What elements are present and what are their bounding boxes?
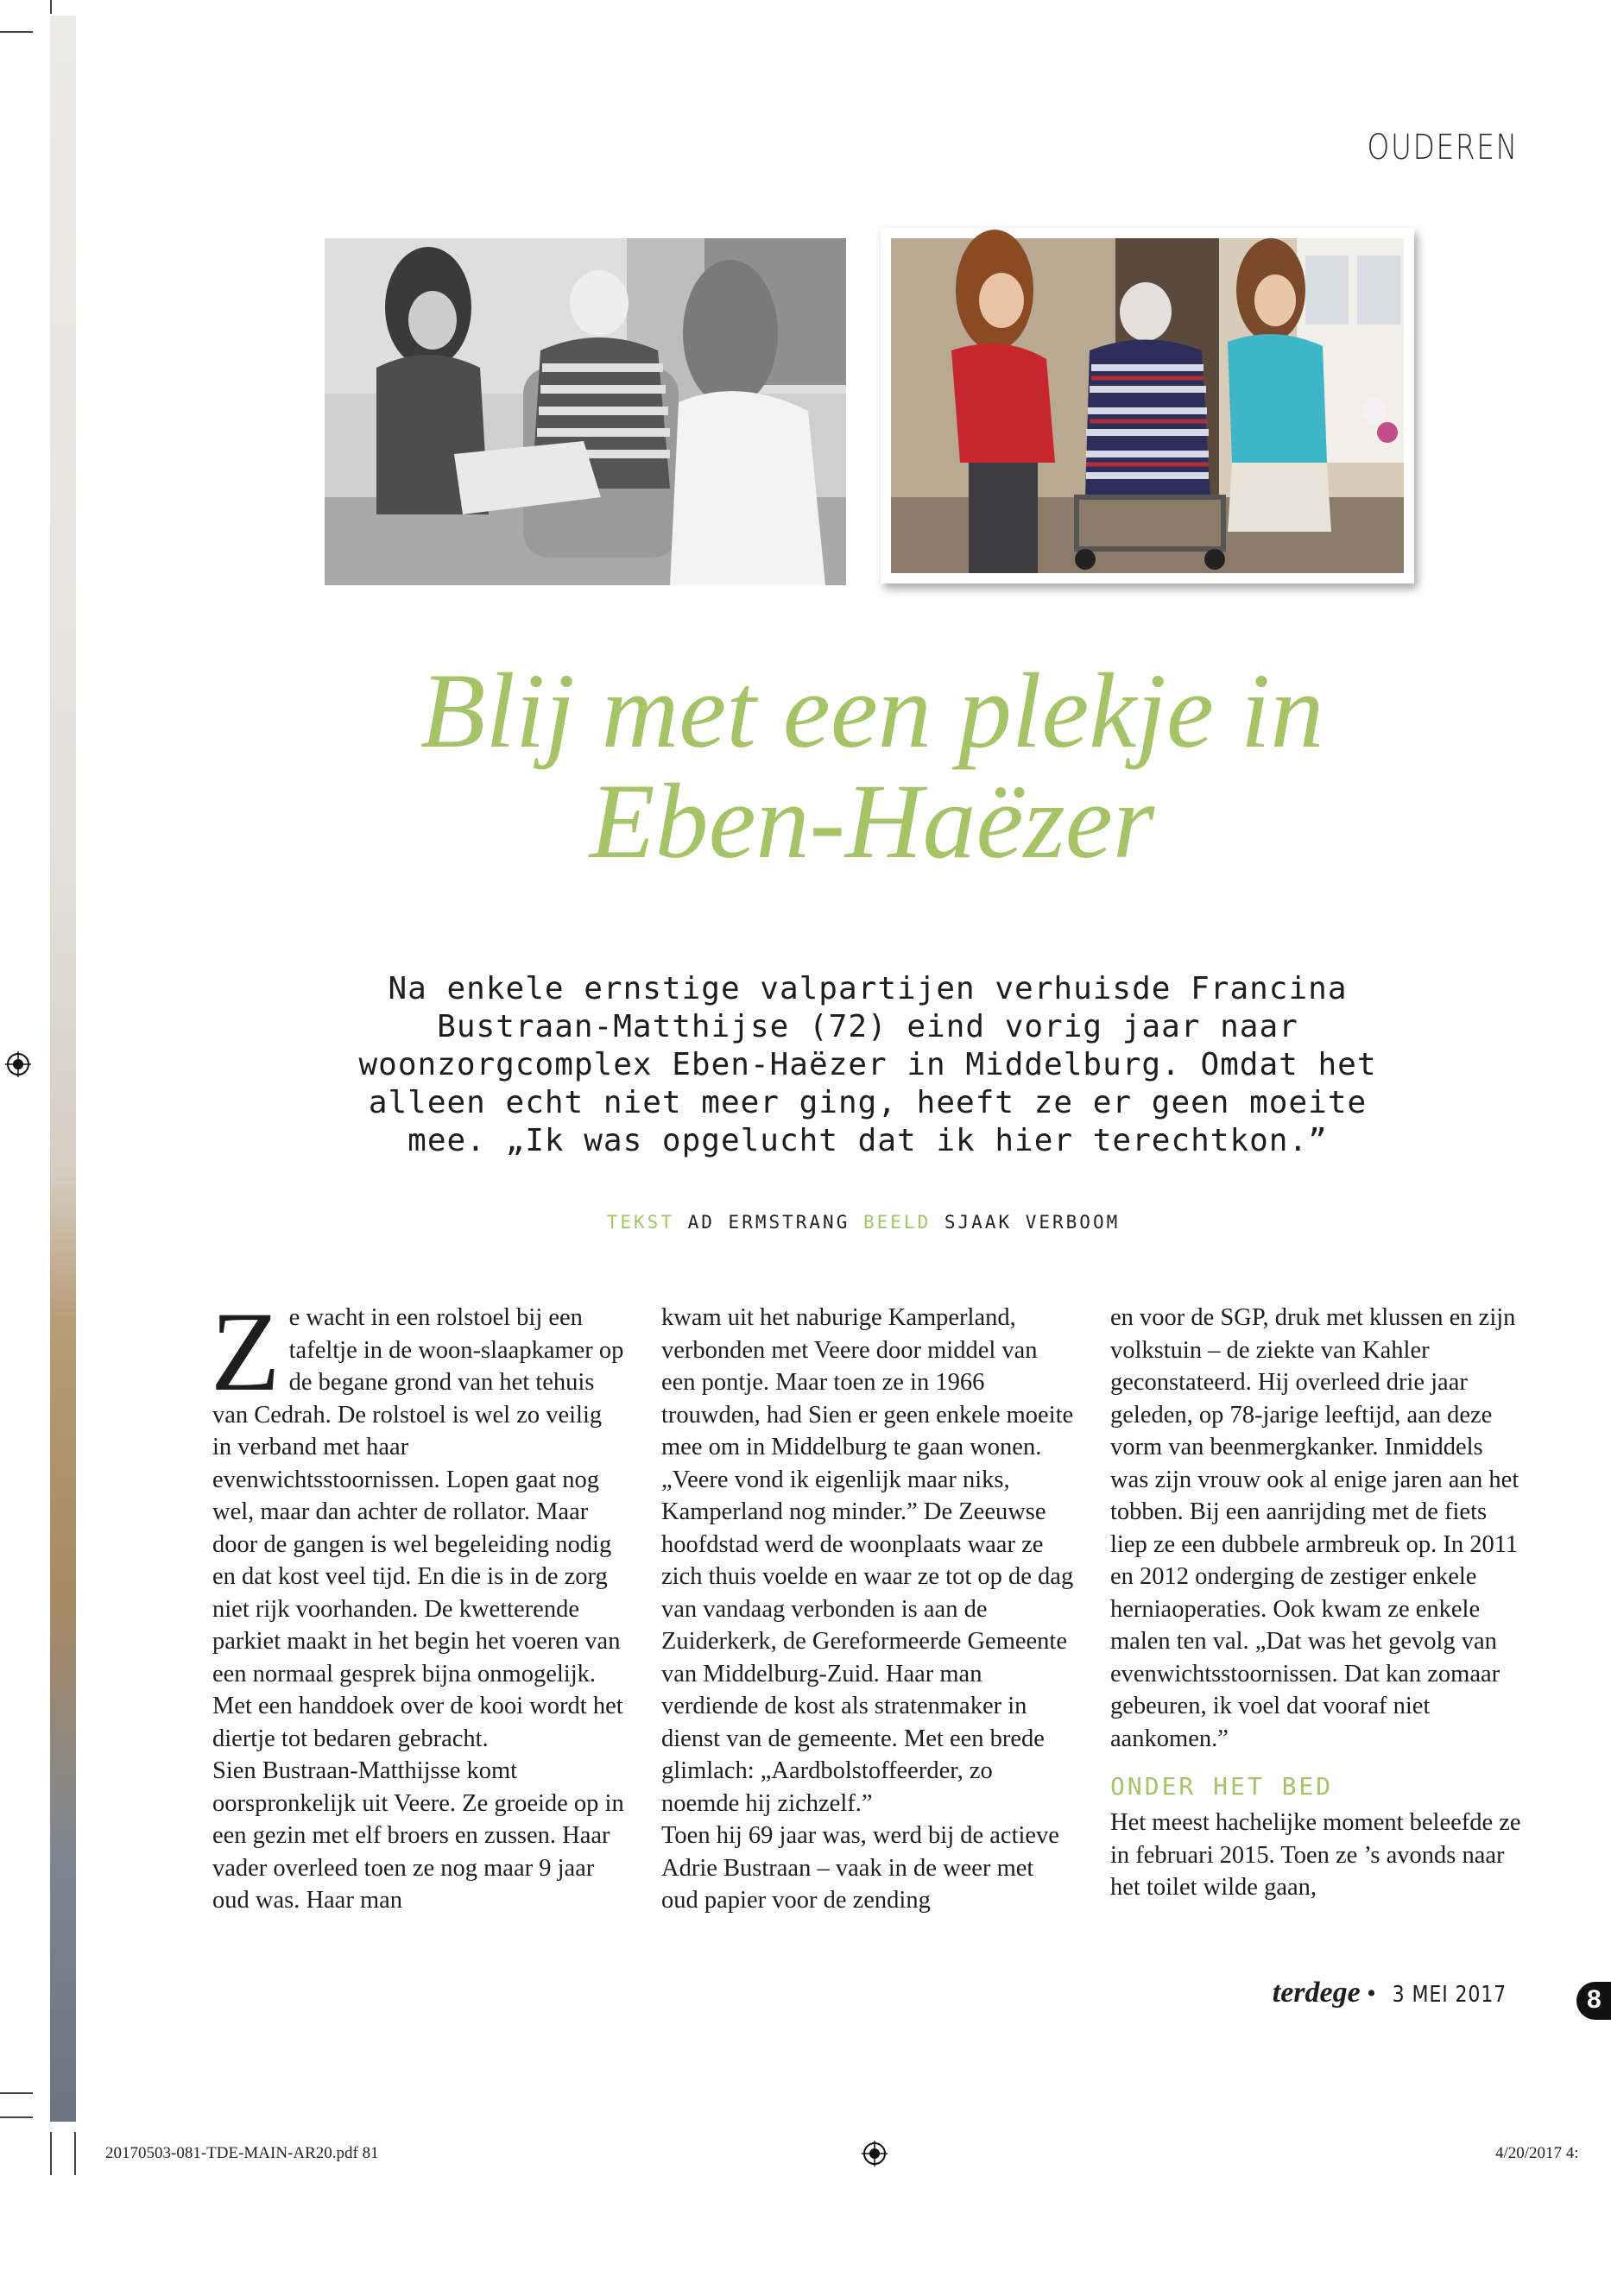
- body-column-2: [661, 1302, 1076, 1917]
- left-margin-strip: [50, 16, 76, 2122]
- article-credits: [345, 1212, 1381, 1233]
- credits-image-label: BEELD: [863, 1212, 932, 1233]
- body-paragraph: en voor de SGP, druk met klussen en zijn volkstuin – de ziekte van Kahler geconstateerd. Hij overleed drie jaar geleden, op 78-jarige leeftijd, aan deze vorm van beenmergkanker. Inmiddels was zijn vrouw ook al enige jaren aan het tobben. Bij een aanrijding met de fiets liep ze een dubbele armbreuk op. In 2011 en 2012 onderging de zestiger enkele herniaoperaties. Ook kwam ze enkele malen ten val. „Dat was het gevolg van evenwichtsstoornissen. Dat kan zomaar gebeuren, ik voel dat vooraf niet aankomen.”: [1110, 1304, 1519, 1752]
- article-title-line1: Blij met een plekje in: [420, 652, 1324, 770]
- intro-line: Na enkele ernstige valpartijen verhuisde Francina: [388, 971, 1348, 1006]
- credits-image-author: SJAAK VERBOOM: [944, 1212, 1121, 1233]
- registration-mark-icon: [862, 2141, 888, 2167]
- page-number: 8: [1587, 1985, 1602, 2014]
- section-label: OUDEREN: [1367, 128, 1519, 167]
- dropcap: Z: [211, 1288, 281, 1415]
- page-footer: [1273, 1977, 1517, 2009]
- page-number-tab: [1576, 1982, 1611, 2020]
- credits-text-author: AD ERMSTRANG: [687, 1212, 850, 1233]
- body-column-3: [1110, 1302, 1525, 1904]
- crop-mark: [50, 2132, 52, 2175]
- crop-mark: [0, 31, 33, 33]
- body-paragraph: e wacht in een rolstoel bij een tafeltje in de woon-slaapkamer op de begane grond van het tehuis van Cedrah. De rolstoel is wel zo veilig in verband met haar evenwichtsstoornissen. Lopen gaat nog wel, maar dan achter de rollator. Maar door de gangen is wel begeleiding nodig en dat kost veel tijd. En die is in de zorg niet rijk voorhanden. De kwetterende parkiet maakt in het begin het voeren van een normaal gesprek bijna onmogelijk. Met een handdoek over de kooi wordt het diertje tot bedaren gebracht.: [212, 1304, 624, 1752]
- article-title: [224, 652, 1519, 880]
- crop-mark: [0, 2116, 33, 2118]
- intro-line: woonzorgcomplex Eben-Haëzer in Middelburg. Omdat het: [358, 1047, 1377, 1082]
- crop-mark: [74, 2132, 76, 2175]
- photo-residents-colour: [891, 238, 1404, 573]
- article-title-line2: Eben-Haëzer: [589, 762, 1155, 880]
- magazine-brand: terdege: [1272, 1977, 1361, 2009]
- photo-illustration: [325, 238, 846, 585]
- intro-line: mee. „Ik was opgelucht dat ik hier terechtkon.”: [407, 1123, 1328, 1158]
- intro-line: alleen echt niet meer ging, heeft ze er geen moeite: [368, 1085, 1368, 1120]
- crop-mark: [0, 2092, 33, 2094]
- print-slug-file: 20170503-081-TDE-MAIN-AR20.pdf 81: [105, 2144, 379, 2162]
- print-slug-datetime: 4/20/2017 4:: [1495, 2144, 1579, 2162]
- body-column-1: [211, 1288, 627, 1917]
- body-paragraph: Het meest hachelijke moment beleefde ze in februari 2015. Toen ze ’s avonds naar het toilet wilde gaan,: [1110, 1809, 1521, 1901]
- photo-residents-grayscale: [325, 238, 846, 585]
- intro-line: Bustraan-Matthijse (72) eind vorig jaar naar: [437, 1009, 1298, 1044]
- credits-text-label: TEKST: [606, 1212, 674, 1233]
- registration-mark-icon: [5, 1051, 31, 1077]
- issue-date: 3 MEI 2017: [1392, 1982, 1507, 2008]
- body-paragraph: kwam uit het naburige Kamperland, verbonden met Veere door middel van een pontje. Maar toen ze in 1966 trouwden, had Sien er geen enkele moeite mee om in Middelburg te gaan wonen. „Veere vond ik eigenlijk maar niks, Kamperland nog minder.” De Zeeuwse hoofdstad werd de woonplaats waar ze zich thuis voelde en waar ze tot op de dag van vandaag verbonden is aan de Zuiderkerk, de Gereformeerde Gemeente van Middelburg-Zuid. Haar man verdiende de kost als stratenmaker in dienst van de gemeente. Met een brede glimlach: „Aardbolstoffeerder, zo noemde hij zichzelf.”: [661, 1304, 1074, 1817]
- subheading: ONDER HET BED: [1110, 1772, 1334, 1801]
- crop-mark: [50, 0, 52, 14]
- photo-illustration: [891, 238, 1404, 573]
- body-paragraph: Sien Bustraan-Matthijsse komt oorspronkelijk uit Veere. Ze groeide op in een gezin met elf broers en zussen. Haar vader overleed toen ze nog maar 9 jaar oud was. Haar man: [212, 1757, 624, 1914]
- footer-separator: •: [1367, 1979, 1376, 2008]
- photo-frame: [881, 228, 1414, 583]
- body-paragraph: Toen hij 69 jaar was, werd bij de actieve Adrie Bustraan – vaak in de weer met oud papier voor de zending: [661, 1822, 1059, 1914]
- article-intro: [328, 970, 1407, 1160]
